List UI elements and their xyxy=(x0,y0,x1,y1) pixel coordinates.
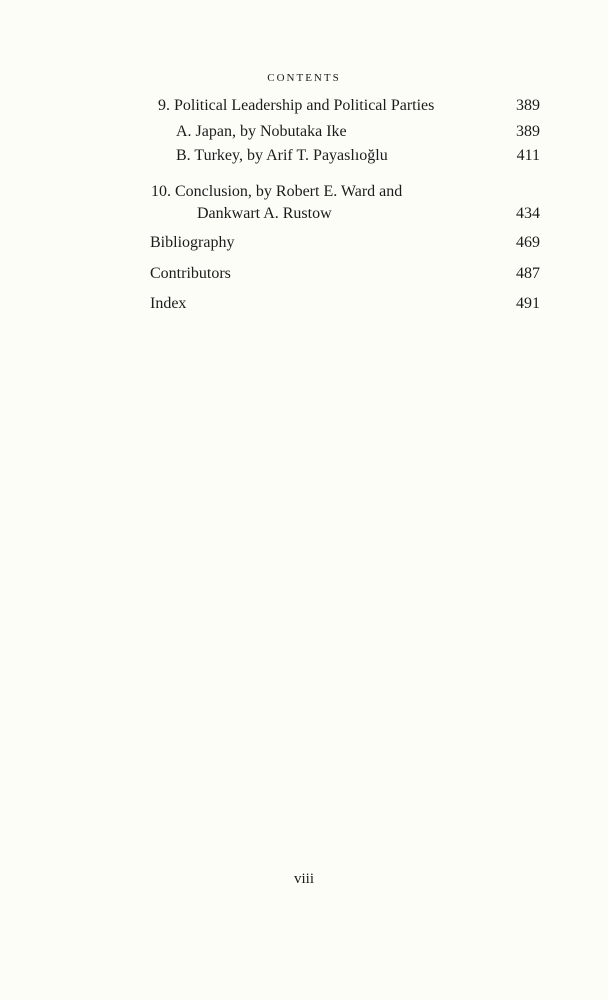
page-folio: viii xyxy=(293,871,314,887)
toc-page-chapter-9: 389 xyxy=(516,97,540,114)
toc-page-bibliography: 469 xyxy=(516,234,540,251)
toc-entry-bibliography: Bibliography xyxy=(150,234,235,251)
toc-entry-contributors: Contributors xyxy=(150,265,231,282)
toc-page-index: 491 xyxy=(516,295,540,312)
toc-entry-9b: B. Turkey, by Arif T. Payaslıoğlu xyxy=(176,147,388,164)
toc-page-contributors: 487 xyxy=(516,265,540,282)
toc-page-9b: 411 xyxy=(516,147,540,164)
toc-entry-chapter-10: 10. Conclusion, by Robert E. Ward and xyxy=(151,183,403,200)
toc-entry-chapter-9: 9. Political Leadership and Political Parties xyxy=(158,97,435,114)
toc-entry-9a: A. Japan, by Nobutaka Ike xyxy=(176,123,347,140)
toc-entry-chapter-10-cont: Dankwart A. Rustow xyxy=(197,205,332,222)
contents-heading: CONTENTS xyxy=(267,72,341,84)
toc-page-9a: 389 xyxy=(516,123,540,140)
toc-entry-index: Index xyxy=(150,295,187,312)
toc-page-chapter-10: 434 xyxy=(516,205,540,222)
